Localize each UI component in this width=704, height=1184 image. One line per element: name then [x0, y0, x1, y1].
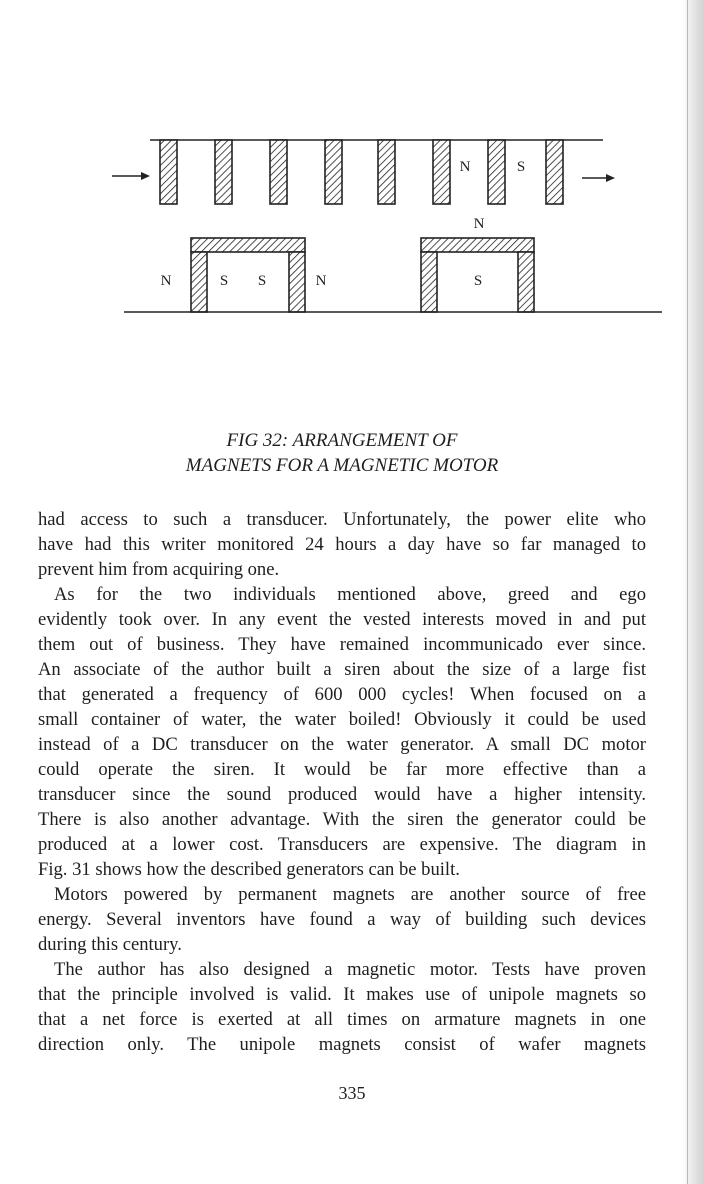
armature-magnet	[160, 140, 177, 204]
armature-magnet	[270, 140, 287, 204]
magnet-arrangement-figure	[0, 0, 704, 330]
left-magnet-label-outer-left: N	[160, 273, 172, 289]
armature-label-s: S	[516, 159, 526, 175]
text-line: Motors powered by permanent magnets are another source of free	[54, 884, 646, 905]
text-line: had access to such a transducer. Unfortunately, the power elite who	[38, 509, 646, 530]
text-line: small container of water, the water boiled! Obviously it could be used	[38, 709, 646, 730]
text-line: that the principle involved is valid. It makes use of unipole magnets so	[38, 984, 646, 1005]
air-gap-label-n: N	[473, 216, 485, 232]
armature-magnet	[325, 140, 342, 204]
text-line: Fig. 31 shows how the described generators can be built.	[38, 859, 460, 880]
text-line: The author has also designed a magnetic motor. Tests have proven	[54, 959, 646, 980]
text-line: An associate of the author built a siren about the size of a large fist	[38, 659, 646, 680]
text-line: could operate the siren. It would be far more effective than a	[38, 759, 646, 780]
left-arrow-icon	[112, 172, 150, 180]
left-magnet-label-outer-right: N	[315, 273, 327, 289]
text-line: produced at a lower cost. Transducers are expensive. The diagram in	[38, 834, 646, 855]
text-line: direction only. The unipole magnets consist of wafer magnets	[38, 1034, 646, 1055]
armature-magnet	[378, 140, 395, 204]
text-line: have had this writer monitored 24 hours a day have so far managed to	[38, 534, 646, 555]
armature-magnet	[433, 140, 450, 204]
text-line: that a net force is exerted at all times on armature magnets in one	[38, 1009, 646, 1030]
text-line: during this century.	[38, 934, 182, 955]
left-unipole-magnet	[191, 238, 305, 312]
text-line: There is also another advantage. With the siren the generator could be	[38, 809, 646, 830]
text-line: prevent him from acquiring one.	[38, 559, 280, 580]
armature-magnet	[546, 140, 563, 204]
text-line: them out of business. They have remained incommunicado ever since.	[38, 634, 646, 655]
text-line: energy. Several inventors have found a way of building such devices	[38, 909, 646, 930]
text-line: instead of a DC transducer on the water generator. A small DC motor	[38, 734, 646, 755]
armature-magnet	[215, 140, 232, 204]
text-line: transducer since the sound produced would have a higher intensity.	[38, 784, 646, 805]
text-line: evidently took over. In any event the vested interests moved in and put	[38, 609, 646, 630]
right-magnet-label-inner: S	[473, 273, 483, 289]
page-number: 335	[338, 1083, 366, 1103]
armature-label-n: N	[459, 159, 471, 175]
text-line: that generated a frequency of 600 000 cycles! When focused on a	[38, 684, 646, 705]
text-line: As for the two individuals mentioned above, greed and ego	[54, 584, 646, 605]
left-magnet-label-inner-right: S	[257, 273, 267, 289]
figure-caption-line-1: FIG 32: ARRANGEMENT OF	[226, 430, 458, 451]
left-magnet-label-inner-left: S	[219, 273, 229, 289]
armature-magnets	[160, 140, 563, 204]
right-arrow-icon	[582, 174, 615, 182]
body-text	[38, 507, 646, 1057]
figure-caption-line-2: MAGNETS FOR A MAGNETIC MOTOR	[185, 455, 499, 476]
armature-magnet	[488, 140, 505, 204]
